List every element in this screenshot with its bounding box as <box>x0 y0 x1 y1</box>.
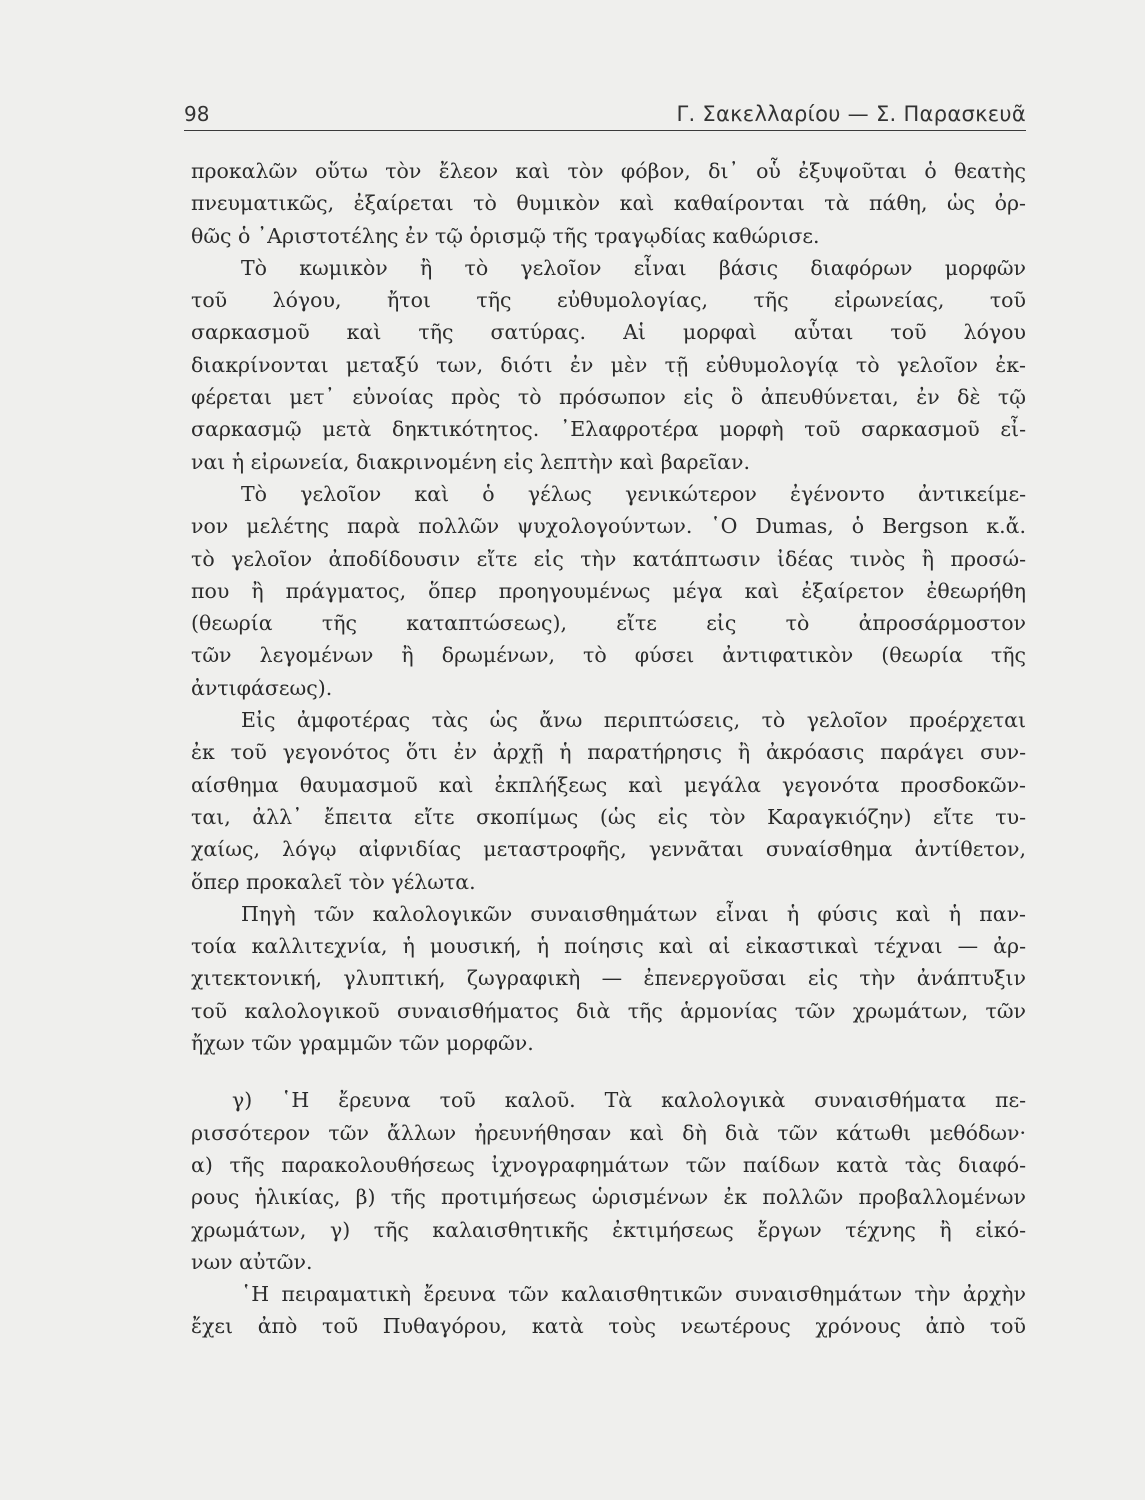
text-line: θῶς ὁ ᾿Αριστοτέλης ἐν τῷ ὁρισμῷ τῆς τραγῳδίας καθώρισε. <box>191 223 820 248</box>
text-line: φέρεται μετ᾿ εὐνοίας πρὸς τὸ πρόσωπον εἰς ὃ ἀπευθύνεται, ἐν δὲ τῷ <box>191 385 1026 410</box>
text-line: χρωμάτων, γ) τῆς καλαισθητικῆς ἐκτιμήσεως ἔργων τέχνης ἢ εἰκό- <box>191 1217 1026 1242</box>
text-line: Εἰς ἀμφοτέρας τὰς ὡς ἄνω περιπτώσεις, τὸ γελοῖον προέρχεται <box>241 708 1026 733</box>
section-gap <box>191 1059 1026 1084</box>
section-heading-line: γ) ῾Η ἔρευνα τοῦ καλοῦ. Τὰ καλολογικὰ συναισθήματα πε- <box>232 1088 1026 1113</box>
text-line: ρισσότερον τῶν ἄλλων ἠρευνήθησαν καὶ δὴ διὰ τῶν κάτωθι μεθόδων· <box>191 1120 1026 1145</box>
text-line: Τὸ γελοῖον καὶ ὁ γέλως γενικώτερον ἐγένοντο ἀντικείμε- <box>241 481 1026 506</box>
header-rule <box>184 130 1026 131</box>
page-number: 98 <box>184 102 210 126</box>
running-head: Γ. Σακελλαρίου — Σ. Παρασκευᾶ <box>676 102 1026 126</box>
body-text <box>191 155 1026 1343</box>
text-line: τοία καλλιτεχνία, ἡ μουσική, ἡ ποίησις καὶ αἱ εἰκαστικαὶ τέχναι — ἀρ- <box>191 934 1026 959</box>
text-line: ρους ἡλικίας, β) τῆς προτιμήσεως ὡρισμένων ἐκ πολλῶν προβαλλομένων <box>191 1185 1026 1210</box>
text-line: τοῦ λόγου, ἤτοι τῆς εὐθυμολογίας, τῆς εἰρωνείας, τοῦ <box>191 288 1026 313</box>
text-line: χαίως, λόγῳ αἰφνιδίας μεταστροφῆς, γεννᾶται συναίσθημα ἀντίθετον, <box>191 837 1026 862</box>
text-line: Τὸ κωμικὸν ἢ τὸ γελοῖον εἶναι βάσις διαφόρων μορφῶν <box>241 255 1026 280</box>
text-line: (θεωρία τῆς καταπτώσεως), εἴτε εἰς τὸ ἀπροσάρμοστον <box>191 611 1026 636</box>
text-line: προκαλῶν οὕτω τὸν ἔλεον καὶ τὸν φόβον, δι᾿ οὗ ἐξυψοῦται ὁ θεατὴς <box>191 159 1026 183</box>
text-line: ἐκ τοῦ γεγονότος ὅτι ἐν ἀρχῇ ἡ παρατήρησις ἢ ἀκρόασις παράγει συν- <box>191 740 1026 765</box>
text-line: τοῦ καλολογικοῦ συναισθήματος διὰ τῆς ἁρμονίας τῶν χρωμάτων, τῶν <box>191 998 1026 1023</box>
text-line: σαρκασμοῦ καὶ τῆς σατύρας. Αἱ μορφαὶ αὗται τοῦ λόγου <box>191 320 1026 345</box>
text-line: ἀντιφάσεως). <box>191 675 333 700</box>
text-line: που ἢ πράγματος, ὅπερ προηγουμένως μέγα καὶ ἐξαίρετον ἐθεωρήθη <box>191 578 1026 603</box>
text-line: τῶν λεγομένων ἢ δρωμένων, τὸ φύσει ἀντιφατικὸν (θεωρία τῆς <box>191 643 1026 668</box>
text-line: ἤχων τῶν γραμμῶν τῶν μορφῶν. <box>191 1031 534 1056</box>
text-line: ἔχει ἀπὸ τοῦ Πυθαγόρου, κατὰ τοὺς νεωτέρους χρόνους ἀπὸ τοῦ <box>191 1314 1026 1339</box>
text-line: διακρίνονται μεταξύ των, διότι ἐν μὲν τῇ εὐθυμολογίᾳ τὸ γελοῖον ἐκ- <box>191 352 1026 377</box>
page-header <box>184 98 1026 130</box>
text-line: Πηγὴ τῶν καλολογικῶν συναισθημάτων εἶναι ἡ φύσις καὶ ἡ παν- <box>241 901 1026 926</box>
text-line: πνευματικῶς, ἐξαίρεται τὸ θυμικὸν καὶ καθαίρονται τὰ πάθη, ὡς ὀρ- <box>191 191 1026 216</box>
text-line: σαρκασμῷ μετὰ δηκτικότητος. ᾿Ελαφροτέρα μορφὴ τοῦ σαρκασμοῦ εἶ- <box>191 417 1026 442</box>
text-line: α) τῆς παρακολουθήσεως ἰχνογραφημάτων τῶν παίδων κατὰ τὰς διαφό- <box>191 1152 1026 1177</box>
text-line: ὅπερ προκαλεῖ τὸν γέλωτα. <box>191 869 476 894</box>
text-line: νον μελέτης παρὰ πολλῶν ψυχολογούντων. ῾Ο Dumas, ὁ Bergson κ.ἄ. <box>191 514 1026 539</box>
text-line: ναι ἡ εἰρωνεία, διακρινομένη εἰς λεπτὴν καὶ βαρεῖαν. <box>191 449 750 474</box>
text-line: ῾Η πειραματικὴ ἔρευνα τῶν καλαισθητικῶν συναισθημάτων τὴν ἀρχὴν <box>241 1282 1026 1307</box>
text-line: αίσθημα θαυμασμοῦ καὶ ἐκπλήξεως καὶ μεγάλα γεγονότα προσδοκῶν- <box>191 772 1026 797</box>
text-line: χιτεκτονική, γλυπτική, ζωγραφικὴ — ἐπενεργοῦσαι εἰς τὴν ἀνάπτυξιν <box>191 966 1026 991</box>
text-line: τὸ γελοῖον ἀποδίδουσιν εἴτε εἰς τὴν κατάπτωσιν ἰδέας τινὸς ἢ προσώ- <box>191 546 1026 571</box>
text-line: ται, ἀλλ᾿ ἔπειτα εἴτε σκοπίμως (ὡς εἰς τὸν Καραγκιόζην) εἴτε τυ- <box>191 804 1026 829</box>
text-line: νων αὐτῶν. <box>191 1249 313 1274</box>
